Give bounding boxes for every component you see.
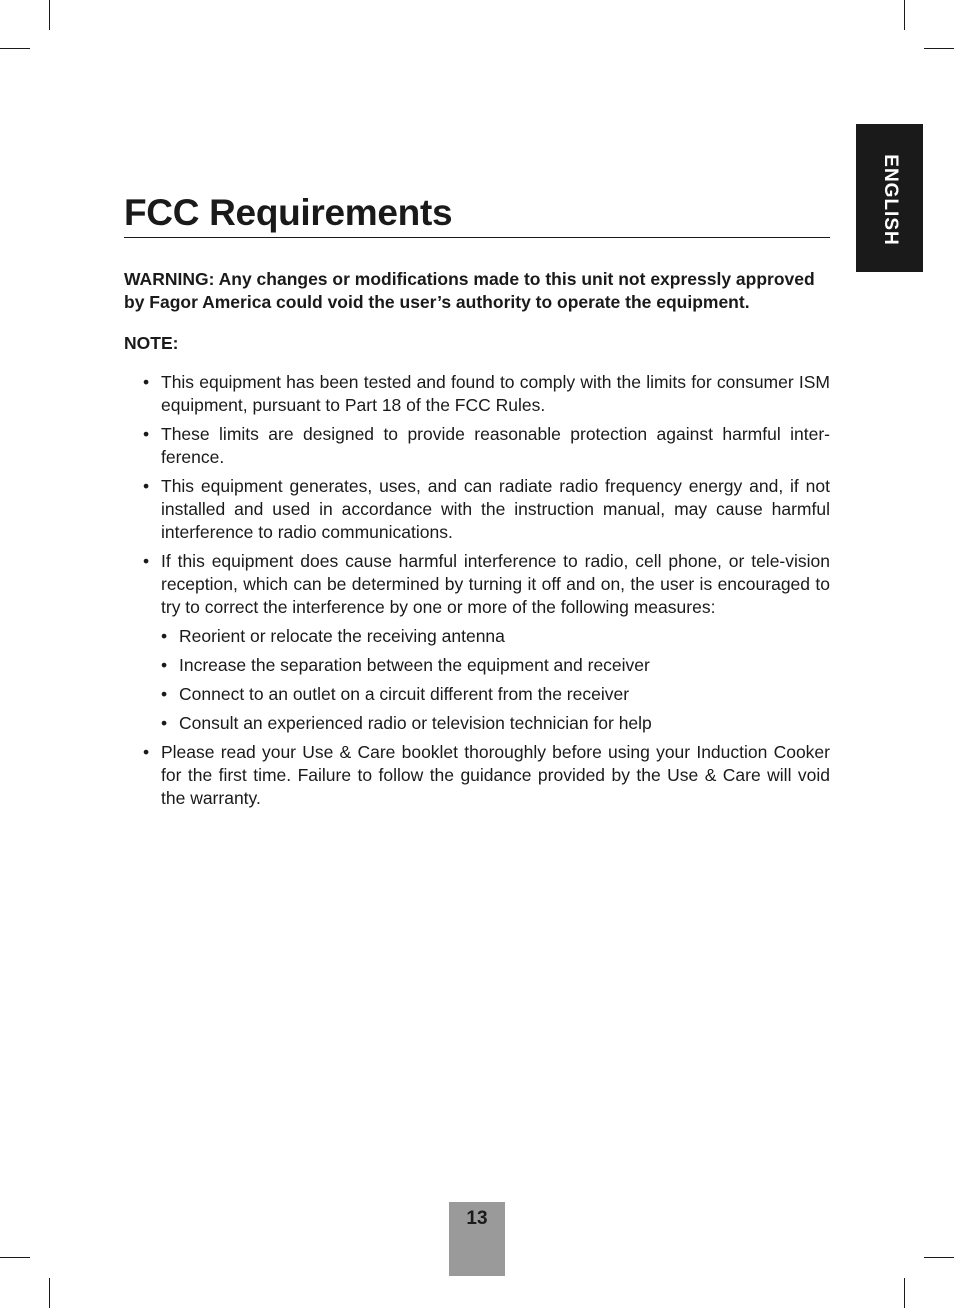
- language-tab: [856, 124, 923, 272]
- crop-mark: [904, 1278, 905, 1308]
- sub-list-item: • Increase the separation between the equipment and receiver: [161, 654, 830, 677]
- crop-mark: [924, 48, 954, 49]
- warning-text: WARNING: Any changes or modifications made to this unit not expressly approved by Fagor America could void the user’s authority to operate the equipment.: [124, 269, 815, 312]
- crop-mark: [924, 1257, 954, 1258]
- list-item-text: These limits are designed to provide reasonable protection against harmful inter-ference.: [161, 424, 830, 467]
- sub-list-item: • Consult an experienced radio or television technician for help: [161, 712, 830, 735]
- crop-mark: [0, 1257, 30, 1258]
- crop-mark: [49, 1278, 50, 1308]
- list-item: [124, 371, 830, 417]
- list-item-text: Please read your Use & Care booklet thoroughly before using your Induction Cooker for the first time. Failure to follow the guidance provided by the Use & Care will void the warranty.: [161, 742, 830, 808]
- list-item-text: This equipment has been tested and found to comply with the limits for consumer ISM equipment, pursuant to Part 18 of the FCC Rules.: [161, 372, 830, 415]
- language-tab-label: ENGLISH: [879, 154, 901, 246]
- list-item: [124, 423, 830, 469]
- list-item-text: If this equipment does cause harmful interference to radio, cell phone, or tele-vision reception, which can be determined by turning it off and on, the user is encouraged to try to correct the interference by one or more of the following measures:: [161, 551, 830, 617]
- page-number: 13: [466, 1208, 488, 1229]
- page-number-box: [449, 1202, 505, 1276]
- measures-list: [161, 625, 830, 735]
- requirements-list: [124, 371, 830, 810]
- page-content: [124, 268, 830, 816]
- sub-list-item: • Reorient or relocate the receiving antenna: [161, 625, 830, 648]
- list-item-text: This equipment generates, uses, and can radiate radio frequency energy and, if not installed and used in accordance with the instruction manual, may cause harmful interference to radio communications.: [161, 476, 830, 542]
- note-label: NOTE:: [124, 333, 179, 353]
- list-item: [124, 741, 830, 810]
- crop-mark: [0, 48, 30, 49]
- list-item: [124, 550, 830, 735]
- list-item: [124, 475, 830, 544]
- sub-list-item: • Connect to an outlet on a circuit different from the receiver: [161, 683, 830, 706]
- crop-mark: [49, 0, 50, 30]
- page-title: FCC Requirements: [124, 190, 830, 238]
- crop-mark: [904, 0, 905, 30]
